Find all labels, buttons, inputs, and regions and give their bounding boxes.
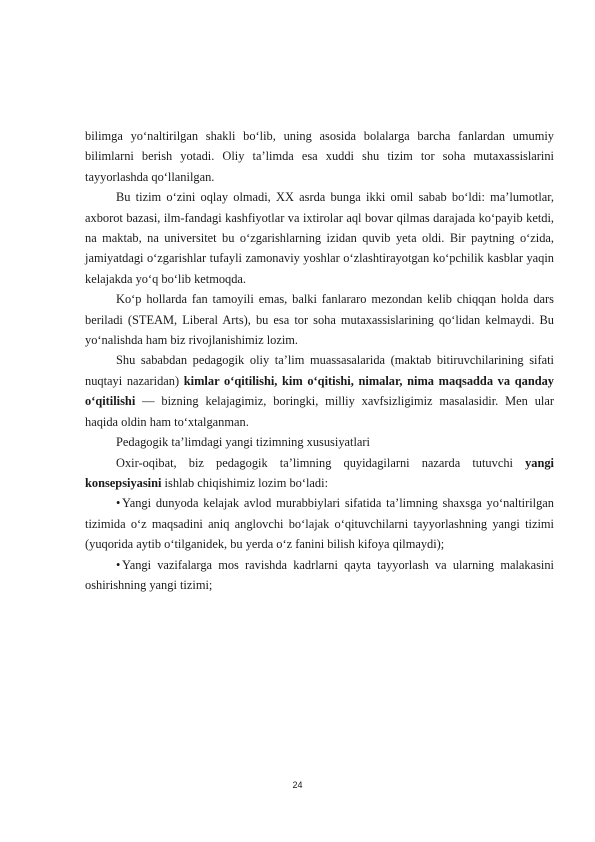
paragraph-new-concept <box>85 453 554 494</box>
bullet-icon: • <box>116 496 121 511</box>
paragraph-text: Shu sababdan pedagogik oliy ta’lim muassasalarida (maktab bitiruvchilarining sifati nuqtayi nazaridan) <box>85 353 554 388</box>
section-heading: Pedagogik ta’limdagi yangi tizimning xususiyatlari <box>116 435 370 450</box>
paragraph-national-security <box>85 350 554 432</box>
paragraph-text: Oxir-oqibat, biz pedagogik ta’limning quyidagilarni nazarda tutuvchi <box>116 455 526 470</box>
paragraph-continuation: bilimga yo‘naltirilgan shakli bo‘lib, uning asosida bolalarga barcha fanlardan umumiy bilimlarni berish yotadi. Oliy ta’limda esa xuddi shu tizim tor soha mutaxassislarini tayyorlashda qo‘llanilgan. <box>85 129 554 184</box>
list-item <box>85 493 554 554</box>
list-item <box>85 555 554 596</box>
bullet-icon: • <box>116 557 121 572</box>
emphasis-text: kimlar o‘qitilishi, kim o‘qitishi, nimalar, nima maqsadda va qanday o‘qitilishi <box>85 373 555 409</box>
paragraph-interdisciplinary: Ko‘p hollarda fan tamoyili emas, balki fanlararo mezondan kelib chiqqan holda dars beriladi (STEAM, Liberal Arts), bu esa tor soha mutaxassislarining qo‘lidan kelmaydi. Bu yo‘nalishda ham biz rivojlanishimiz lozim. <box>85 292 554 348</box>
emphasis-text: yangi konsepsiyasini <box>85 455 554 490</box>
page-number: 24 <box>292 780 303 790</box>
list-item-text: Yangi dunyoda kelajak avlod murabbiylari sifatida ta’limning shaxsga yo‘naltirilgan tizimida o‘z maqsadini aniq anglovchi bo‘lajak o‘qituvchilarni tayyorlashning yangi tizimi (yuqorida aytib o‘tilganidek, bu yerda o‘z fanini bilish kifoya qilmaydi); <box>85 496 554 552</box>
paragraph-system-failure: Bu tizim o‘zini oqlay olmadi, XX asrda bunga ikki omil sabab bo‘ldi: ma’lumotlar, axborot bazasi, ilm-fandagi kashfiyotlar va ixtirolar aql bovar qilmas darajada ko‘payib ketdi, na maktab, na universitet bu o‘zgarishlarning izidan quvib yeta oldi. Bir paytning o‘zida, jamiyatdagi o‘zgarishlar tufayli zamonaviy yoshlar o‘zlashtirayotgan ko‘pchilik kasblar yaqin kelajakda yo‘q bo‘lib ketmoqda. <box>85 190 554 286</box>
list-item-text: Yangi vazifalarga mos ravishda kadrlarni qayta tayyorlash va ularning malakasini oshirishning yangi tizimi; <box>85 557 554 592</box>
paragraph-text: ishlab chiqishimiz lozim bo‘ladi: <box>161 475 329 490</box>
paragraph-text: — bizning kelajagimiz, boringki, milliy xavfsizligimiz masalasidir. Men ular haqida oldin ham to‘xtalganman. <box>85 394 554 429</box>
body-text <box>85 126 554 595</box>
